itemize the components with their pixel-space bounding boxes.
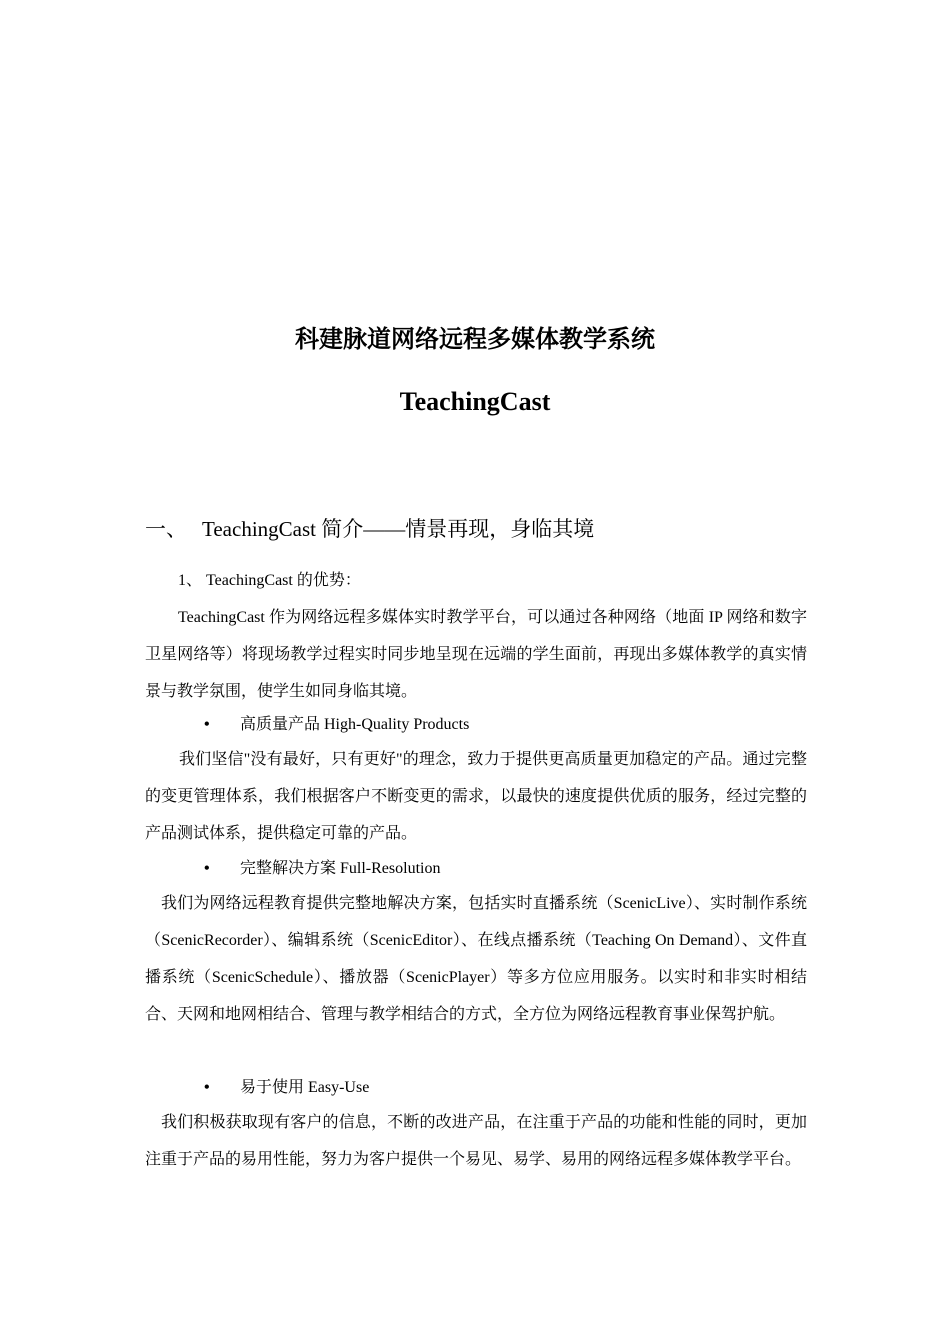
bullet-item-easy-use [204, 1076, 369, 1100]
document-title-english: TeachingCast [399, 387, 551, 416]
bullet-item-quality [204, 713, 469, 737]
section-number: 一、 [145, 517, 187, 541]
bullet-label: 易于使用 Easy-Use [240, 1079, 370, 1096]
quality-paragraph: 我们坚信"没有最好，只有更好"的理念，致力于提供更高质量更加稳定的产品。通过完整的变更管理体系，我们根据客户不断变更的需求，以最快的速度提供优质的服务，经过完整的产品测试体系，提供稳定可靠的产品。 [145, 751, 807, 842]
resolution-paragraph: 我们为网络远程教育提供完整地解决方案，包括实时直播系统（ScenicLive）、实时制作系统（ScenicRecorder）、编辑系统（ScenicEditor）、在线点播系统（Teaching On Demand）、文件直播系统（ScenicSchedule）、播放器（ScenicPlayer）等多方位应用服务。以实时和非实时相结合、天网和地网相结合、管理与教学相结合的方式，全方位为网络远程教育事业保驾护航。 [145, 895, 807, 1023]
bullet-dot-icon: • [204, 1079, 210, 1096]
bullet-label: 高质量产品 High-Quality Products [240, 716, 470, 733]
bullet-dot-icon: • [204, 716, 210, 733]
easy-use-paragraph: 我们积极获取现有客户的信息，不断的改进产品，在注重于产品的功能和性能的同时，更加注重于产品的易用性能，努力为客户提供一个易见、易学、易用的网络远程多媒体教学平台。 [145, 1114, 807, 1168]
intro-paragraph: TeachingCast 作为网络远程多媒体实时教学平台，可以通过各种网络（地面 IP 网络和数字卫星网络等）将现场教学过程实时同步地呈现在远端的学生面前，再现出多媒体教学的真实情景与教学氛围，使学生如同身临其境。 [145, 609, 807, 700]
bullet-label: 完整解决方案 Full-Resolution [240, 860, 441, 877]
bullet-dot-icon: • [204, 860, 210, 877]
section-heading [145, 513, 594, 545]
document-title-chinese: 科建脉道网络远程多媒体教学系统 [295, 325, 655, 353]
section-heading-text: TeachingCast 简介――情景再现，身临其境 [202, 517, 595, 541]
sub-heading: 1、 TeachingCast 的优势： [178, 572, 361, 589]
bullet-item-resolution [204, 857, 440, 881]
